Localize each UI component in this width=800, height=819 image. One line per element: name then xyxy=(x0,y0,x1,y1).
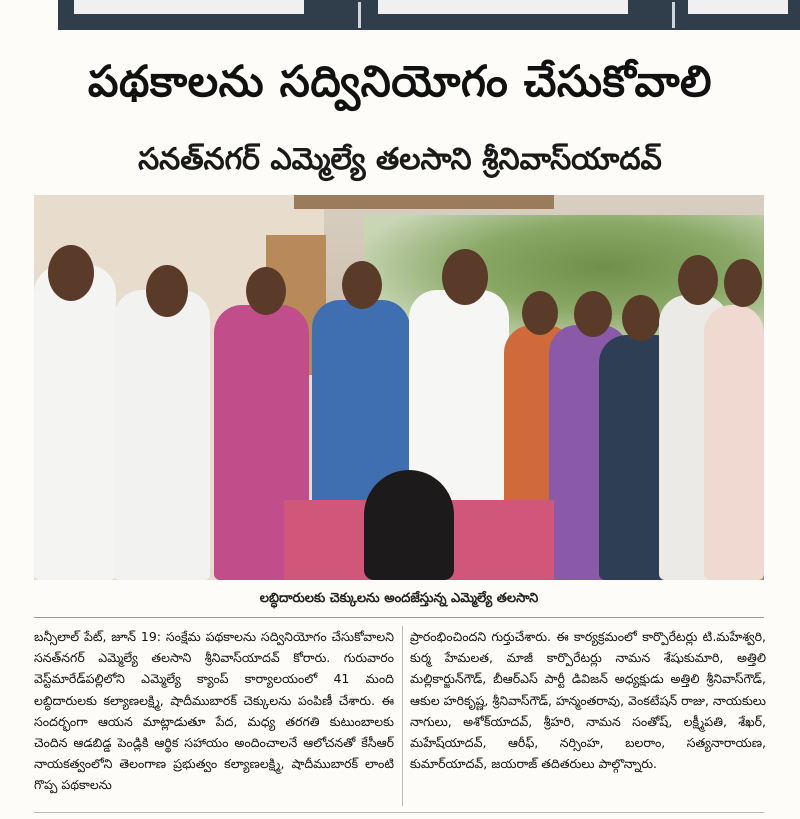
person-figure xyxy=(704,305,764,580)
person-face xyxy=(622,295,660,341)
article-body-column-left: బన్సీలాల్ పేట్, జూన్ 19: సంక్షేమ పథకాలను సద్వినియోగం చేసుకోవాలని సనత్‌నగర్ ఎమ్మెల్యే తలసాని శ్రీనివాస్‌యాదవ్ కోరారు. గురువారం వెస్ట్‌మారేడ్‌పల్లిలోని ఎమ్మెల్యే క్యాంప్ కార్యాలయంలో 41 మంది లబ్ధిదారులకు కల్యాణలక్ష్మి, షాదీముబారక్ చెక్కులను పంపిణీ చేశారు. ఈ సందర్భంగా ఆయన మాట్లాడుతూ పేద, మధ్య తరగతి కుటుంబాలకు చెందిన ఆడబిడ్డ పెండ్లికి ఆర్థిక సహాయం అందించాలనే ఆలోచనతో కేసీఆర్ నాయకత్వంలోని తెలంగాణ ప్రభుత్వం కల్యాణలక్ష్మి, షాదీముబారక్ లాంటి గొప్ప పథకాలను xyxy=(34,629,394,793)
masthead-text-fragment xyxy=(688,0,788,14)
article-body-column-right: ప్రారంభించిందని గుర్తుచేశారు. ఈ కార్యక్రమంలో కార్పొరేటర్లు టి.మహేశ్వరి, కుర్మ హేమలత, మాజీ కార్పొరేటర్లు నామన శేషుకుమారి, అత్తిలి మల్లికార్జున్‌గౌడ్, బీఆర్‌ఎస్ పార్టీ డివిజన్ అధ్యక్షుడు అత్తిలి శ్రీనివాస్‌గౌడ్, ఆకుల హరికృష్ణ, శ్రీనివాస్‌గౌడ్, హన్మంతరావు, వెంకటేషన్ రాజు, నాయకులు నాగులు, అశోక్‌యాదవ్, శ్రీహరి, నామన సంతోష్, లక్ష్మీపతి, శేఖర్, మహేష్‌యాదవ్, ఆరీఫ్, నర్సింహ, బలరాం, సత్యనారాయణ, కుమార్‌యాదవ్, జయరాజ్ తదితరులు పాల్గొన్నారు. xyxy=(410,629,766,772)
column-divider xyxy=(402,626,403,806)
person-figure xyxy=(34,265,116,580)
masthead-text-fragment xyxy=(74,0,304,14)
photo-ceiling xyxy=(294,195,554,209)
page-bottom-rule xyxy=(34,812,764,813)
masthead-text-fragment xyxy=(378,0,628,14)
photo-caption: లబ్ధిదారులకు చెక్కులను అందజేస్తున్న ఎమ్మెల్యే తలసాని xyxy=(259,591,539,606)
caption-rule xyxy=(34,617,764,618)
person-face xyxy=(442,249,488,305)
article-headline: పథకాలను సద్వినియోగం చేసుకోవాలి xyxy=(87,57,713,107)
article-photo xyxy=(34,195,764,580)
person-face xyxy=(48,245,94,301)
person-face xyxy=(342,261,382,309)
photo-foreground-head xyxy=(364,470,454,580)
person-face xyxy=(574,291,612,337)
masthead-strip xyxy=(58,0,800,30)
person-figure xyxy=(114,290,210,580)
person-face xyxy=(146,265,188,317)
masthead-divider xyxy=(672,2,675,28)
person-face xyxy=(246,267,286,315)
masthead-divider xyxy=(358,2,361,28)
person-face xyxy=(724,259,762,307)
person-face xyxy=(678,255,718,305)
article-subheadline: సనత్‌నగర్ ఎమ్మెల్యే తలసాని శ్రీనివాస్‌యాదవ్ xyxy=(138,142,662,177)
person-face xyxy=(522,291,558,335)
